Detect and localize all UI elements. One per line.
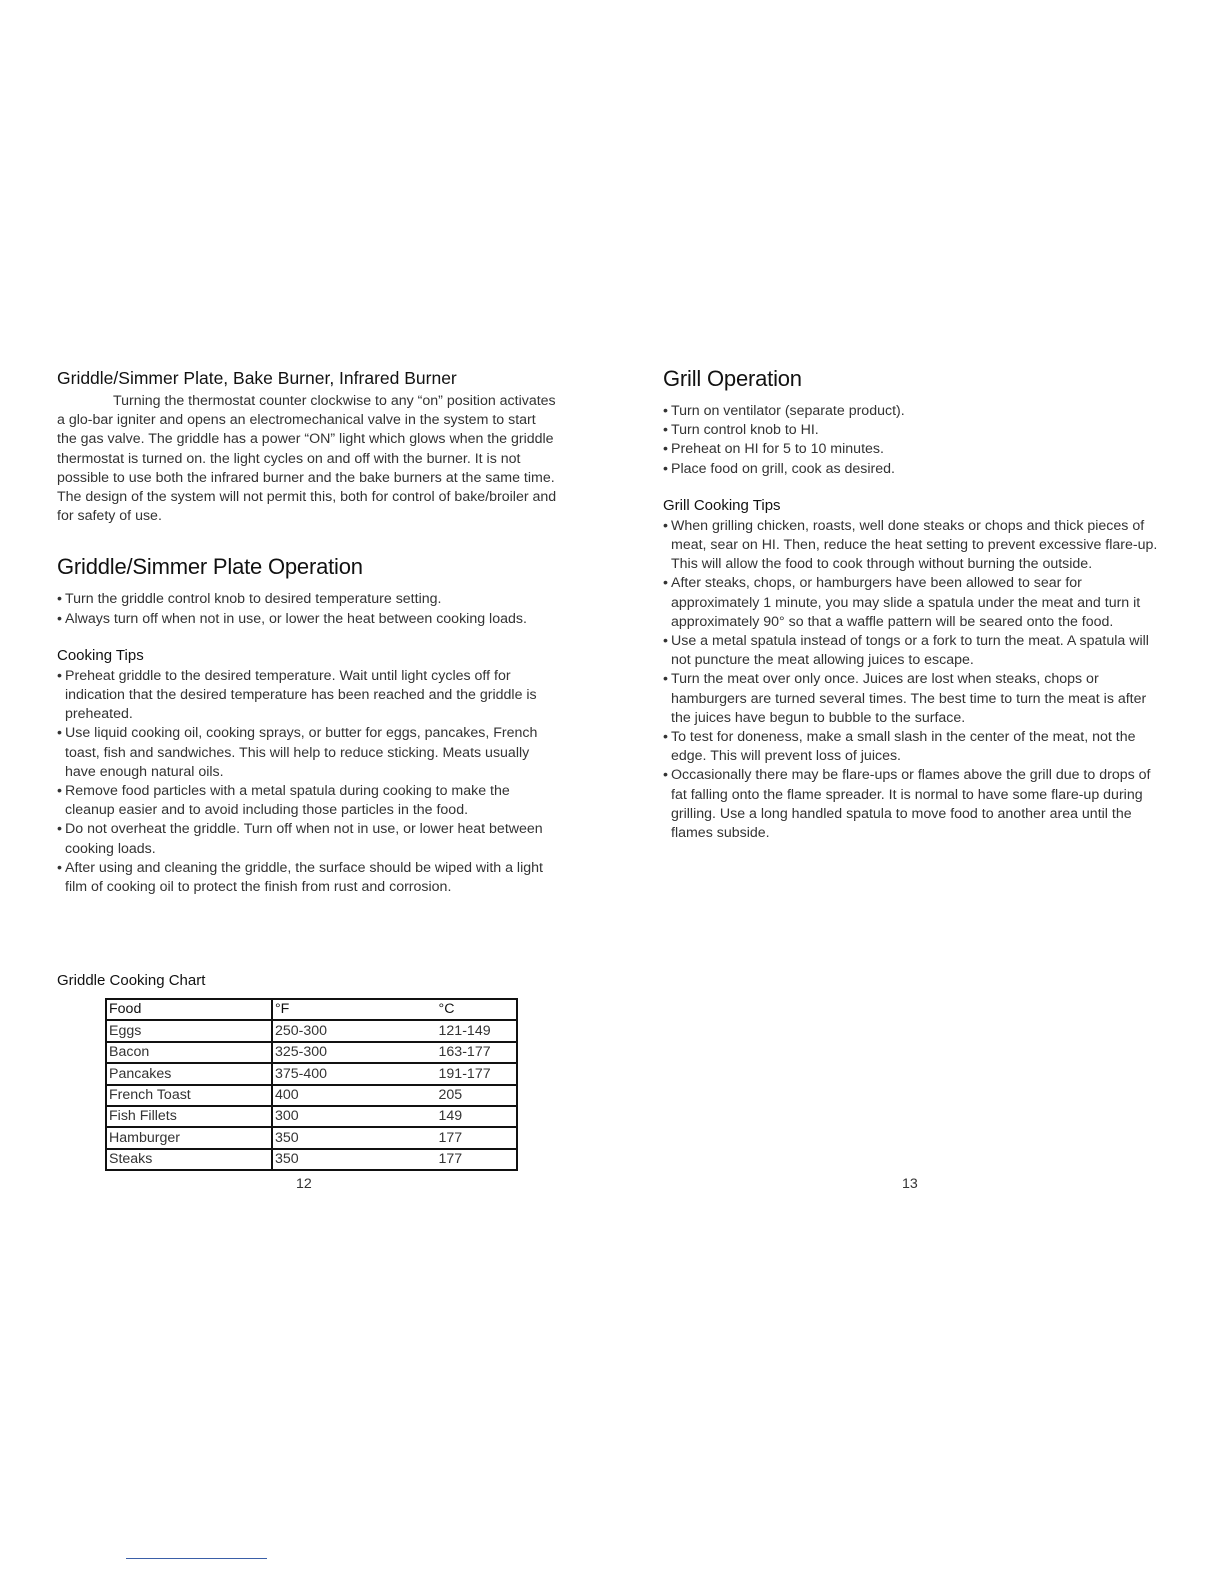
table-cell: 177 <box>438 1151 463 1168</box>
table-cell: 149 <box>437 1106 517 1127</box>
table-row <box>106 1106 517 1127</box>
bullet-list <box>57 667 557 897</box>
table-cell: Pancakes <box>106 1063 272 1084</box>
table-cell: 400 <box>272 1085 437 1106</box>
list-item: • After steaks, chops, or hamburgers have been allowed to sear for approximately 1 minute, you may slide a spatula under the meat and turn it approximately 90° so that a waffle pattern will be seared onto the food. <box>663 575 1141 630</box>
list-item: • Use a metal spatula instead of tongs or a fork to turn the meat. A spatula will not puncture the meat allowing juices to escape. <box>663 633 1149 669</box>
list-item: • After using and cleaning the griddle, the surface should be wiped with a light film of cooking oil to protect the finish from rust and corrosion. <box>57 859 543 896</box>
list-item: • Turn the griddle control knob to desired temperature setting. <box>57 591 442 608</box>
griddle-cooking-chart <box>105 998 518 1171</box>
table-cell: Steaks <box>106 1149 272 1170</box>
table-cell: 163-177 <box>437 1042 517 1063</box>
table-cell: 191-177 <box>437 1063 517 1084</box>
column-header: Food <box>106 999 272 1020</box>
list-item: • Always turn off when not in use, or lower the heat between cooking loads. <box>57 610 527 627</box>
right-page <box>663 366 1163 843</box>
table-cell: 250-300 <box>272 1020 437 1041</box>
list-item: • Occasionally there may be flare-ups or flames above the grill due to drops of fat falling onto the flame spreader. It is normal to have some flare-up during grilling. Use a long handled spatula to move food to another area until the flames subside. <box>663 767 1151 842</box>
section-paragraph: Turning the thermostat counter clockwise to any “on” position activates a glo-bar igniter and opens an electromechanical valve in the system to start the gas valve. The griddle has a power “ON” light which glows when the griddle thermostat is turned on. the light cycles on and off with the burner. It is not possible to use both the infrared burner and the bake burners at the same time. The design of the system will not permit this, both for control of bake/broiler and for safety of use. <box>57 393 557 525</box>
list-item: • Turn control knob to HI. <box>663 422 819 439</box>
column-header: °C <box>437 999 517 1020</box>
table-row <box>106 1020 517 1041</box>
list-item: • To test for doneness, make a small slash in the center of the meat, not the edge. This will prevent loss of juices. <box>663 729 1136 765</box>
page-number: 13 <box>902 1176 918 1192</box>
table-cell: 375-400 <box>272 1063 437 1084</box>
table-cell: Bacon <box>106 1042 272 1063</box>
table-row <box>106 1085 517 1106</box>
list-item: • Preheat on HI for 5 to 10 minutes. <box>663 441 884 458</box>
table-cell: 205 <box>437 1085 517 1106</box>
table-cell: Eggs <box>106 1020 272 1041</box>
table-cell: 350 <box>275 1151 299 1168</box>
page-number: 12 <box>296 1176 312 1192</box>
section-heading: Griddle/Simmer Plate Operation <box>57 554 363 580</box>
table-row <box>106 1063 517 1084</box>
list-item: • Preheat griddle to the desired temperature. Wait until light cycles off for indication that the desired temperature has been reached and the griddle is preheated. <box>57 667 537 723</box>
left-page <box>57 368 557 897</box>
list-item: • Turn on ventilator (separate product). <box>663 403 905 419</box>
section-heading: Griddle/Simmer Plate, Bake Burner, Infrared Burner <box>57 368 457 388</box>
footer-divider <box>126 1558 267 1559</box>
list-item: • When grilling chicken, roasts, well done steaks or chops and thick pieces of meat, sear on HI. Then, reduce the heat setting to prevent excessive flare-up. This will allow the food to cook through without burning the outside. <box>663 517 1158 573</box>
table-cell: 300 <box>272 1106 437 1127</box>
subsection-heading: Cooking Tips <box>57 646 144 664</box>
table-header-row <box>106 999 517 1020</box>
table-row <box>106 1127 517 1148</box>
list-item: • Use liquid cooking oil, cooking sprays, or butter for eggs, pancakes, French toast, fish and sandwiches. This will help to reduce sticking. Meats usually have enough natural oils. <box>57 725 538 780</box>
table-cell: 177 <box>437 1127 517 1148</box>
table-row <box>106 1042 517 1063</box>
table-cell: Fish Fillets <box>106 1106 272 1127</box>
table-cell: French Toast <box>106 1085 272 1106</box>
table-row <box>106 1149 517 1170</box>
table-cell: 121-149 <box>437 1020 517 1041</box>
section-heading: Grill Operation <box>663 366 802 391</box>
list-item: • Place food on grill, cook as desired. <box>663 460 895 477</box>
table-cell: Hamburger <box>106 1127 272 1148</box>
bullet-list <box>57 590 557 628</box>
list-item: • Do not overheat the griddle. Turn off when not in use, or lower heat between cooking loads. <box>57 821 543 857</box>
list-item: • Remove food particles with a metal spatula during cooking to make the cleanup easier and to avoid including those particles in the food. <box>57 783 510 819</box>
list-item: • Turn the meat over only once. Juices are lost when steaks, chops or hamburgers are turned several times. The best time to turn the meat is after the juices have begun to bubble to the surface. <box>663 671 1147 726</box>
bullet-list <box>663 517 1163 843</box>
table-cell: 325-300 <box>272 1042 437 1063</box>
chart-title: Griddle Cooking Chart <box>57 972 206 989</box>
bullet-list <box>663 402 1163 479</box>
subsection-heading: Grill Cooking Tips <box>663 496 781 514</box>
table-cell: 350 <box>272 1127 437 1148</box>
column-header: °F <box>272 999 437 1020</box>
